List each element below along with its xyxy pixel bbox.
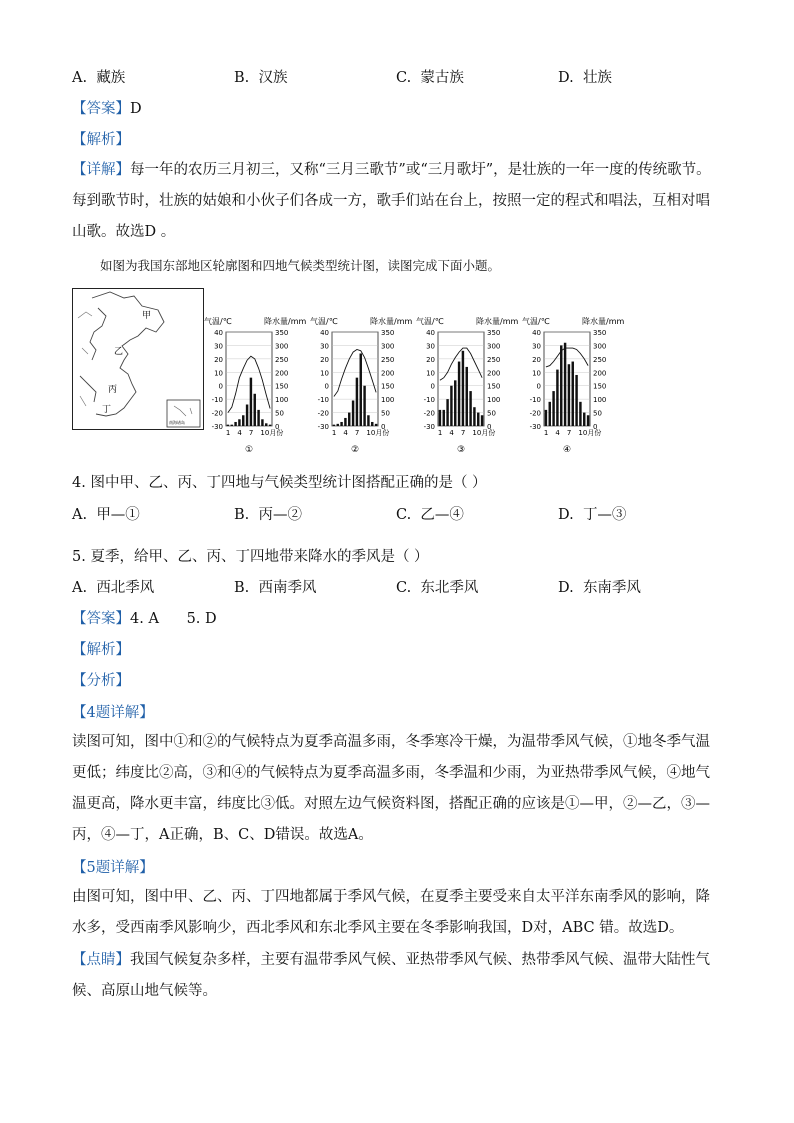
chart-precip-bar bbox=[446, 399, 448, 426]
chart-precip-bar bbox=[375, 424, 377, 426]
chart-temp-tick: 10 bbox=[320, 369, 329, 378]
chart-precip-bar bbox=[466, 367, 468, 426]
chart-precip-bar bbox=[348, 413, 350, 426]
chart-precip-tick: 200 bbox=[381, 369, 395, 378]
chart-x-tick: 1 bbox=[437, 429, 443, 437]
chart-precip-bar bbox=[352, 400, 354, 426]
chart-precip-bar bbox=[340, 422, 342, 426]
chart-precip-tick: 50 bbox=[275, 409, 284, 418]
chart-temp-axis-label: 气温/℃ bbox=[416, 317, 444, 326]
detail-4-text: 读图可知，图中①和②的气候特点为夏季高温多雨，冬季寒冷干燥，为温带季风气候，①地冬季气温更低；纬度比②高，③和④的气候特点为夏季高温多雨，冬季温和少雨，为亚热带季风气候，④地气温更高，降水更丰富，纬度比③低。对照左边气候资料图，搭配正确的应该是①—甲，②—乙，③—丙，④—丁，A正确，B、C、D错误。故选A。 bbox=[72, 734, 710, 843]
chart-temp-line bbox=[546, 348, 588, 367]
chart-temp-line bbox=[440, 348, 482, 380]
chart-temp-axis-label: 气温/℃ bbox=[204, 317, 232, 326]
chart-temp-tick: -30 bbox=[211, 423, 223, 431]
chart-precip-axis-label: 降水量/mm bbox=[370, 317, 413, 326]
chart-temp-tick: -30 bbox=[317, 423, 329, 431]
chart-precip-bar bbox=[481, 415, 483, 426]
q3-detail: 【详解】每一年的农历三月初三，又称“三月三歌节”或“三月歌圩”，是壮族的一年一度的传统歌节。每到歌节时，壮族的姑娘和小伙子们各成一方，歌手们站在台上，按照一定的程式和唱法，互相对唱山歌。故选D 。 bbox=[72, 162, 711, 240]
chart-precip-bar bbox=[587, 415, 589, 426]
chart-temp-tick: 40 bbox=[214, 329, 223, 337]
chart-temp-tick: -10 bbox=[423, 396, 435, 405]
chart-temp-tick: -10 bbox=[317, 396, 329, 405]
chart-precip-bar bbox=[450, 386, 452, 426]
q3-answer: 【答案】D bbox=[72, 101, 142, 117]
q5-option-a: A. 西北季风 bbox=[72, 580, 155, 596]
chart-precip-bar bbox=[231, 425, 233, 426]
chart-precip-bar bbox=[254, 394, 256, 426]
chart-temp-tick: 20 bbox=[426, 355, 435, 364]
chart-precip-tick: 200 bbox=[275, 369, 289, 378]
chart-temp-tick: -20 bbox=[423, 409, 435, 418]
chart-precip-bar bbox=[469, 391, 471, 426]
q4-option-a: A. 甲—① bbox=[72, 507, 140, 523]
q3-option-d: D. 壮族 bbox=[558, 70, 612, 86]
chart-precip-tick: 300 bbox=[593, 342, 607, 351]
chart-precip-bar bbox=[549, 402, 551, 426]
chart-precip-tick: 0 bbox=[275, 423, 280, 431]
chart-precip-axis-label: 降水量/mm bbox=[476, 317, 519, 326]
chart-precip-axis-label: 降水量/mm bbox=[264, 317, 307, 326]
chart-temp-tick: 20 bbox=[320, 355, 329, 364]
chart-precip-tick: 150 bbox=[593, 382, 607, 391]
chart-precip-tick: 150 bbox=[381, 382, 395, 391]
analysis-2-tag: 【解析】 bbox=[72, 642, 130, 658]
chart-precip-tick: 300 bbox=[487, 342, 501, 351]
chart-precip-tick: 250 bbox=[487, 355, 501, 364]
chart-precip-bar bbox=[572, 362, 574, 426]
chart-precip-bar bbox=[367, 415, 369, 426]
chart-x-tick: 7 bbox=[248, 429, 254, 437]
chart-precip-bar bbox=[564, 343, 566, 426]
chart-x-tick: 7 bbox=[460, 429, 466, 437]
chart-temp-tick: 0 bbox=[324, 382, 329, 391]
map-label-ding: 丁 bbox=[102, 405, 112, 415]
chart-title: ④ bbox=[562, 445, 572, 455]
detail-4-tag: 【4题详解】 bbox=[72, 705, 154, 721]
q5-stem: 5. 夏季，给甲、乙、丙、丁四地带来降水的季风是（ ） bbox=[72, 549, 429, 565]
chart-temp-tick: 0 bbox=[430, 382, 435, 391]
chart-precip-bar bbox=[257, 410, 259, 426]
chart-precip-bar bbox=[242, 415, 244, 426]
chart-precip-tick: 200 bbox=[487, 369, 501, 378]
chart-x-tick: 10月份 bbox=[578, 429, 602, 437]
chart-precip-tick: 50 bbox=[593, 409, 602, 418]
chart-temp-tick: 10 bbox=[426, 369, 435, 378]
chart-precip-bar bbox=[443, 410, 445, 426]
chart-x-tick: 4 bbox=[343, 429, 348, 437]
chart-x-tick: 4 bbox=[449, 429, 454, 437]
chart-temp-line bbox=[334, 350, 376, 397]
chart-temp-tick: 0 bbox=[218, 382, 223, 391]
chart-temp-tick: -20 bbox=[211, 409, 223, 418]
chart-x-tick: 10月份 bbox=[260, 429, 284, 437]
chart-x-tick: 1 bbox=[331, 429, 337, 437]
chart-title: ① bbox=[244, 445, 254, 455]
q3-option-b: B. 汉族 bbox=[234, 70, 288, 86]
chart-temp-tick: -20 bbox=[317, 409, 329, 418]
q4-option-d: D. 丁—③ bbox=[558, 507, 627, 523]
chart-x-tick: 1 bbox=[543, 429, 549, 437]
detail-5-text: 由图可知，图中甲、乙、丙、丁四地都属于季风气候，在夏季主要受来自太平洋东南季风的影响，降水多，受西南季风影响少，西北季风和东北季风主要在冬季影响我国，D对，ABC 错。故选D。 bbox=[72, 889, 710, 936]
chart-temp-tick: -10 bbox=[529, 396, 541, 405]
map-label-yi: 乙 bbox=[114, 347, 124, 357]
chart-precip-bar bbox=[583, 413, 585, 426]
dianjing: 【点睛】我国气候复杂多样，主要有温带季风气候、亚热带季风气候、热带季风气候、温带大陆性气候、高原山地气候等。 bbox=[72, 952, 710, 999]
map-label-jia: 甲 bbox=[142, 311, 152, 321]
chart-precip-bar bbox=[238, 419, 240, 426]
east-china-map bbox=[72, 288, 204, 430]
chart-temp-axis-label: 气温/℃ bbox=[310, 317, 338, 326]
chart-precip-bar bbox=[356, 378, 358, 426]
chart-x-tick: 7 bbox=[566, 429, 572, 437]
chart-frame bbox=[226, 332, 272, 426]
q4-stem: 4. 图中甲、乙、丙、丁四地与气候类型统计图搭配正确的是（ ） bbox=[72, 475, 487, 491]
chart-x-tick: 4 bbox=[555, 429, 560, 437]
chart-precip-tick: 0 bbox=[593, 423, 598, 431]
chart-precip-bar bbox=[261, 419, 263, 426]
map-inset-label: 南海诸岛 bbox=[169, 420, 185, 425]
chart-precip-bar bbox=[269, 425, 271, 426]
chart-temp-line bbox=[228, 356, 270, 412]
chart-precip-bar bbox=[462, 351, 464, 426]
chart-precip-tick: 0 bbox=[487, 423, 492, 431]
chart-x-tick: 10月份 bbox=[366, 429, 390, 437]
q5-option-c: C. 东北季风 bbox=[396, 580, 479, 596]
chart-precip-bar bbox=[246, 405, 248, 426]
q3-option-a: A. 藏族 bbox=[72, 70, 126, 86]
chart-precip-bar bbox=[458, 362, 460, 426]
chart-precip-bar bbox=[250, 378, 252, 426]
chart-precip-tick: 250 bbox=[381, 355, 395, 364]
chart-precip-tick: 50 bbox=[487, 409, 496, 418]
chart-temp-tick: 40 bbox=[532, 329, 541, 337]
chart-precip-bar bbox=[227, 425, 229, 426]
chart-precip-tick: 100 bbox=[593, 396, 607, 405]
chart-temp-tick: 30 bbox=[532, 342, 541, 351]
chart-precip-bar bbox=[337, 424, 339, 426]
chart-precip-bar bbox=[333, 425, 335, 426]
chart-temp-tick: -30 bbox=[529, 423, 541, 431]
figure-intro: 如图为我国东部地区轮廓图和四地气候类型统计图，读图完成下面小题。 bbox=[100, 258, 501, 273]
chart-precip-tick: 250 bbox=[593, 355, 607, 364]
q3-option-c: C. 蒙古族 bbox=[396, 70, 464, 86]
chart-title: ③ bbox=[456, 445, 466, 455]
chart-frame bbox=[332, 332, 378, 426]
chart-precip-bar bbox=[552, 391, 554, 426]
answer-2: 【答案】4. A 5. D bbox=[72, 611, 217, 627]
chart-precip-bar bbox=[363, 386, 365, 426]
chart-precip-tick: 200 bbox=[593, 369, 607, 378]
chart-precip-bar bbox=[545, 410, 547, 426]
chart-precip-bar bbox=[439, 410, 441, 426]
chart-temp-tick: 0 bbox=[536, 382, 541, 391]
chart-x-tick: 7 bbox=[354, 429, 360, 437]
chart-precip-bar bbox=[560, 345, 562, 426]
chart-precip-tick: 350 bbox=[593, 329, 607, 337]
chart-precip-tick: 300 bbox=[275, 342, 289, 351]
chart-precip-bar bbox=[556, 370, 558, 426]
chart-temp-tick: -30 bbox=[423, 423, 435, 431]
chart-precip-tick: 250 bbox=[275, 355, 289, 364]
chart-temp-tick: 30 bbox=[214, 342, 223, 351]
chart-precip-tick: 50 bbox=[381, 409, 390, 418]
q5-option-d: D. 东南季风 bbox=[558, 580, 641, 596]
chart-temp-tick: 20 bbox=[532, 355, 541, 364]
chart-precip-tick: 350 bbox=[275, 329, 289, 337]
chart-precip-bar bbox=[265, 423, 267, 426]
q4-option-c: C. 乙—④ bbox=[396, 507, 464, 523]
chart-precip-bar bbox=[360, 353, 362, 426]
chart-precip-tick: 350 bbox=[381, 329, 395, 337]
chart-precip-bar bbox=[454, 380, 456, 426]
chart-precip-axis-label: 降水量/mm bbox=[582, 317, 624, 326]
chart-precip-bar bbox=[473, 407, 475, 426]
chart-precip-bar bbox=[371, 422, 373, 426]
chart-x-tick: 10月份 bbox=[472, 429, 496, 437]
chart-precip-bar bbox=[568, 364, 570, 426]
chart-temp-tick: -20 bbox=[529, 409, 541, 418]
chart-precip-tick: 100 bbox=[381, 396, 395, 405]
q4-option-b: B. 丙—② bbox=[234, 507, 302, 523]
climate-charts bbox=[204, 314, 624, 458]
chart-precip-tick: 350 bbox=[487, 329, 501, 337]
chart-x-tick: 4 bbox=[237, 429, 242, 437]
chart-temp-tick: 20 bbox=[214, 355, 223, 364]
chart-precip-tick: 0 bbox=[381, 423, 386, 431]
chart-temp-axis-label: 气温/℃ bbox=[522, 317, 550, 326]
chart-precip-bar bbox=[234, 422, 236, 426]
detail-5-tag: 【5题详解】 bbox=[72, 860, 154, 876]
chart-precip-bar bbox=[477, 413, 479, 426]
chart-precip-tick: 100 bbox=[487, 396, 501, 405]
map-label-bing: 丙 bbox=[108, 385, 118, 395]
chart-title: ② bbox=[350, 445, 360, 455]
chart-precip-tick: 150 bbox=[487, 382, 501, 391]
chart-precip-bar bbox=[344, 418, 346, 426]
chart-precip-tick: 150 bbox=[275, 382, 289, 391]
q5-option-b: B. 西南季风 bbox=[234, 580, 317, 596]
chart-temp-tick: 40 bbox=[320, 329, 329, 337]
q3-analysis-tag: 【解析】 bbox=[72, 132, 130, 148]
chart-temp-tick: -10 bbox=[211, 396, 223, 405]
chart-temp-tick: 30 bbox=[426, 342, 435, 351]
chart-precip-tick: 100 bbox=[275, 396, 289, 405]
chart-temp-tick: 10 bbox=[214, 369, 223, 378]
chart-temp-tick: 10 bbox=[532, 369, 541, 378]
fenxi-tag: 【分析】 bbox=[72, 673, 130, 689]
chart-precip-bar bbox=[579, 402, 581, 426]
chart-precip-tick: 300 bbox=[381, 342, 395, 351]
chart-temp-tick: 40 bbox=[426, 329, 435, 337]
chart-x-tick: 1 bbox=[225, 429, 231, 437]
chart-temp-tick: 30 bbox=[320, 342, 329, 351]
chart-precip-bar bbox=[575, 375, 577, 426]
